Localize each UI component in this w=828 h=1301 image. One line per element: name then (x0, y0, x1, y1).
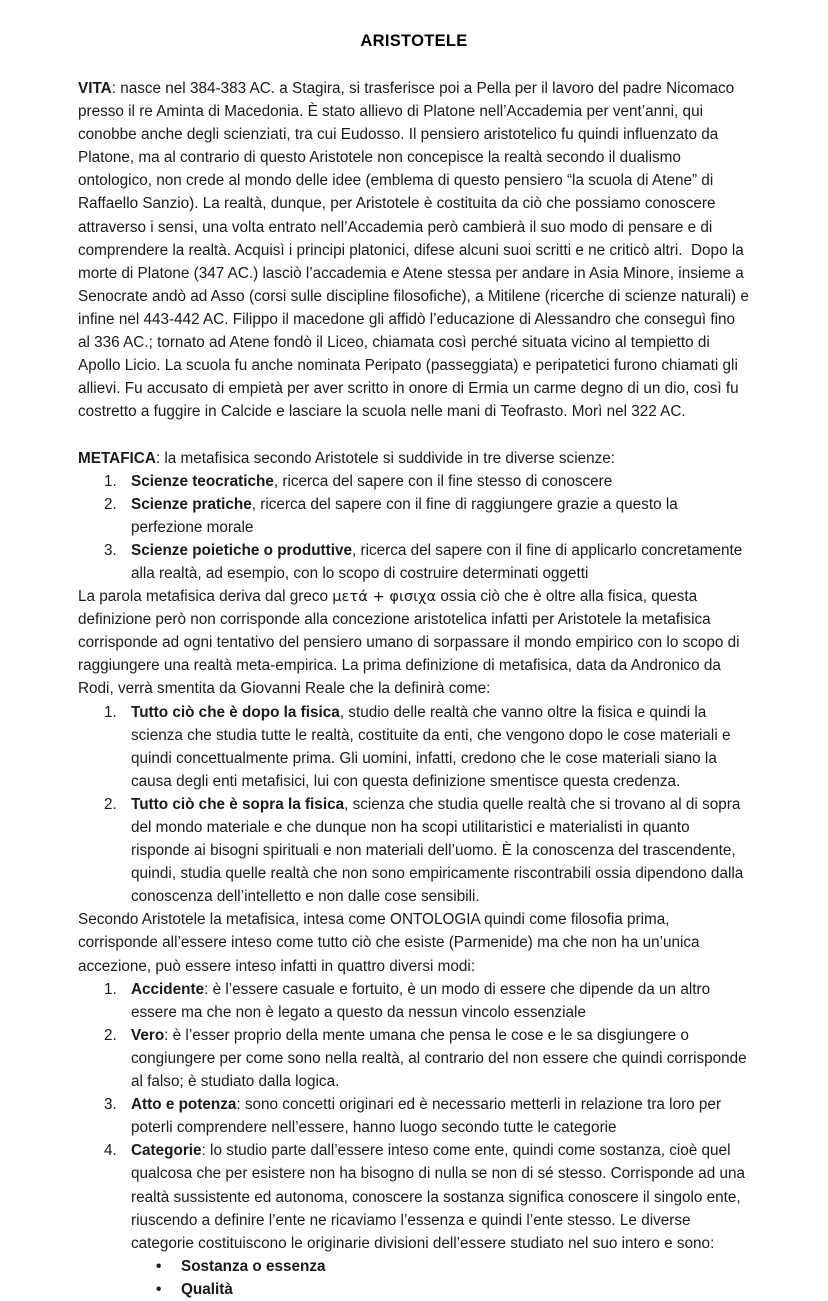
list-item-term: Atto e potenza (131, 1096, 237, 1114)
list-item (78, 1139, 750, 1254)
etimologia-paragraph (78, 585, 750, 700)
list-item (78, 1278, 750, 1301)
categorie-bullet-list (78, 1255, 750, 1301)
metafica-heading-separator: : (155, 449, 165, 467)
list-item-label: Qualità (181, 1280, 233, 1298)
list-item (78, 539, 750, 585)
list-item-text: : è l’essere casuale e fortuito, è un modo di essere che dipende da un altro essere ma che non è legato a questo da nessun vincolo essenziale (131, 980, 711, 1021)
list-item-text: , studio delle realtà che vanno oltre la fisica e quindi la scienza che studia tutte le realtà, costituite da enti, che vengono dopo le cose materiali e quindi concettualmente prima. Gli uomini, infatti, credono che le cose materiali siano la causa degli enti metafisici, lui con questa definizione smentisce questa credenza. (131, 703, 731, 790)
metafica-intro-text: la metafisica secondo Aristotele si suddivide in tre diverse scienze: (164, 449, 616, 467)
modi-essere-list (78, 978, 750, 1255)
metafica-intro-paragraph (78, 447, 750, 470)
list-item (78, 793, 750, 908)
list-item (78, 1093, 750, 1139)
list-item-text: : sono concetti originari ed è necessario metterli in relazione tra loro per poterli comprendere nell’essere, hanno luogo secondo tutte le categorie (131, 1096, 722, 1137)
paragraph-spacer (78, 423, 750, 446)
list-marker: 3. (104, 1096, 117, 1114)
list-item-text: , ricerca del sapere con il fine stesso di conoscere (273, 472, 613, 490)
list-item-term: Tutto ciò che è sopra la fisica (131, 795, 345, 813)
list-marker: 2. (104, 795, 117, 813)
bullet-icon: • (156, 1280, 162, 1298)
list-marker: 1. (104, 472, 117, 490)
scienze-list (78, 470, 750, 585)
list-item (78, 1255, 750, 1278)
list-item-term: Categorie (131, 1142, 202, 1160)
list-item (78, 493, 750, 539)
vita-paragraph (78, 77, 754, 423)
list-marker: 1. (104, 703, 117, 721)
list-item-term: Tutto ciò che è dopo la fisica (131, 703, 340, 721)
vita-body: nasce nel 384-383 AC. a Stagira, si trasferisce poi a Pella per il lavoro del padre Nicomaco presso il re Aminta di Macedonia. È stato allievo di Platone nell’Accademia per vent’anni, qui conobbe anche degli scienziati, tra cui Eudosso. Il pensiero aristotelico fu quindi influenzato da Platone, ma al contrario di questo Aristotele non concepisce la realtà secondo il dualismo ontologico, non crede al mondo delle idee (emblema di questo pensiero “la scuola di Atene” di Raffaello Sanzio). La realtà, dunque, per Aristotele è costituita da ciò che possiamo conoscere attraverso i sensi, una volta entrato nell’Accademia però cambierà il suo modo di pensare e di comprendere la realtà. Acquisì i principi platonici, difese alcuni suoi scritti e ne criticò altri. Dopo la morte di Platone (347 AC.) lasciò l’accademia e Atene stessa per andare in Asia Minore, insieme a Senocrate andò ad Asso (corsi sulle discipline filosofiche), a Mitilene (ricerche di scienze naturali) e infine nel 443-442 AC. Filippo il macedone gli affidò l’educazione di Alessandro che conseguì fino al 336 AC.; tornato ad Atene fondò il Liceo, chiamata così perché situata vicino al tempietto di Apollo Licio. La scuola fu anche nominata Peripato (passeggiata) e peripatetici furono chiamati gli allievi. Fu accusato di empietà per aver scritto in onore di Ermia un carme degno di un dio, così fu costretto a fuggire in Calcide e lasciare la scuola nelle mani di Teofrasto. Morì nel 322 AC. (78, 80, 754, 421)
bullet-icon: • (156, 1257, 162, 1275)
list-marker: 2. (104, 1026, 117, 1044)
etimologia-text-before: La parola metafisica deriva dal greco (78, 588, 333, 606)
list-item-text: , scienza che studia quelle realtà che si trovano al di sopra del mondo materiale e che dunque non ha scopi utilitaristici e materialisti in quanto risponde ai bisogni spirituali e non materiali dell’uomo. È la conoscenza del trascendente, quindi, studia quelle realtà che non sono empiricamente riscontrabili ossia dipendono dalla conoscenza dell’intelletto e non dalle cose sensibili. (131, 795, 744, 906)
list-item-term: Accidente (131, 980, 205, 998)
list-item-term: Scienze poietiche o produttive (131, 541, 352, 559)
vita-heading-separator: : (111, 80, 121, 97)
list-marker: 4. (104, 1142, 117, 1160)
list-marker: 3. (104, 541, 117, 559)
list-item-text: : lo studio parte dall’essere inteso come ente, quindi come sostanza, cioè quel qualcosa che per esistere non ha bisogno di nulla se non di sé stesso. Corrisponde ad una realtà sussistente ed autonoma, conoscere la sostanza significa conoscere il singolo ente, riuscendo a definire l’ente ne ricaviamo l’essenza e quindi l’ente stesso. Le diverse categorie costituiscono le originarie divisioni dell’essere studiato nel suo intero e sono: (131, 1142, 745, 1252)
list-item-term: Vero (131, 1026, 165, 1044)
list-item (78, 1024, 750, 1093)
list-item-term: Scienze pratiche (131, 495, 252, 513)
list-item-label: Sostanza o essenza (181, 1257, 326, 1275)
list-marker: 1. (104, 980, 117, 998)
list-item (78, 701, 750, 793)
etimologia-text-after: ossia ciò che è oltre alla fisica, questa definizione però non corrisponde alla concezione aristotelica infatti per Aristotele la metafisica corrisponde ad ogni tentativo del pensiero umano di sorpassare il mondo empirico con lo scopo di raggiungere una realtà meta-empirica. La prima definizione di metafisica, data da Andronico da Rodi, verrà smentita da Giovanni Reale che la definirà come: (78, 588, 744, 698)
greek-etymology-text: μετά + φισιχα (332, 588, 437, 606)
vita-heading: VITA (78, 80, 112, 97)
list-item-text: , ricerca del sapere con il fine di raggiungere grazie a questo la perfezione morale (131, 495, 678, 536)
list-item (78, 470, 750, 493)
page-title: ARISTOTELE (360, 32, 468, 50)
ontologia-paragraph: Secondo Aristotele la metafisica, intesa come ONTOLOGIA quindi come filosofia prima, corrisponde all’essere inteso come tutto ciò che esiste (Parmenide) ma che non ha un’unica accezione, può essere inteso infatti in quattro diversi modi: (78, 911, 704, 975)
list-item-term: Scienze teocratiche (131, 472, 274, 490)
list-item (78, 978, 750, 1024)
metafica-heading: METAFICA (78, 449, 156, 467)
list-marker: 2. (104, 495, 117, 513)
list-item-text: , ricerca del sapere con il fine di applicarlo concretamente alla realtà, ad esempio, con lo scopo di costruire determinati oggetti (131, 541, 743, 582)
list-item-text: : è l’esser proprio della mente umana che pensa le cose e le sa disgiungere o congiungere per come sono nella realtà, al contrario del non essere che quindi corrisponde al falso; è studiato dalla logica. (131, 1026, 747, 1091)
reale-definitions-list (78, 701, 750, 909)
